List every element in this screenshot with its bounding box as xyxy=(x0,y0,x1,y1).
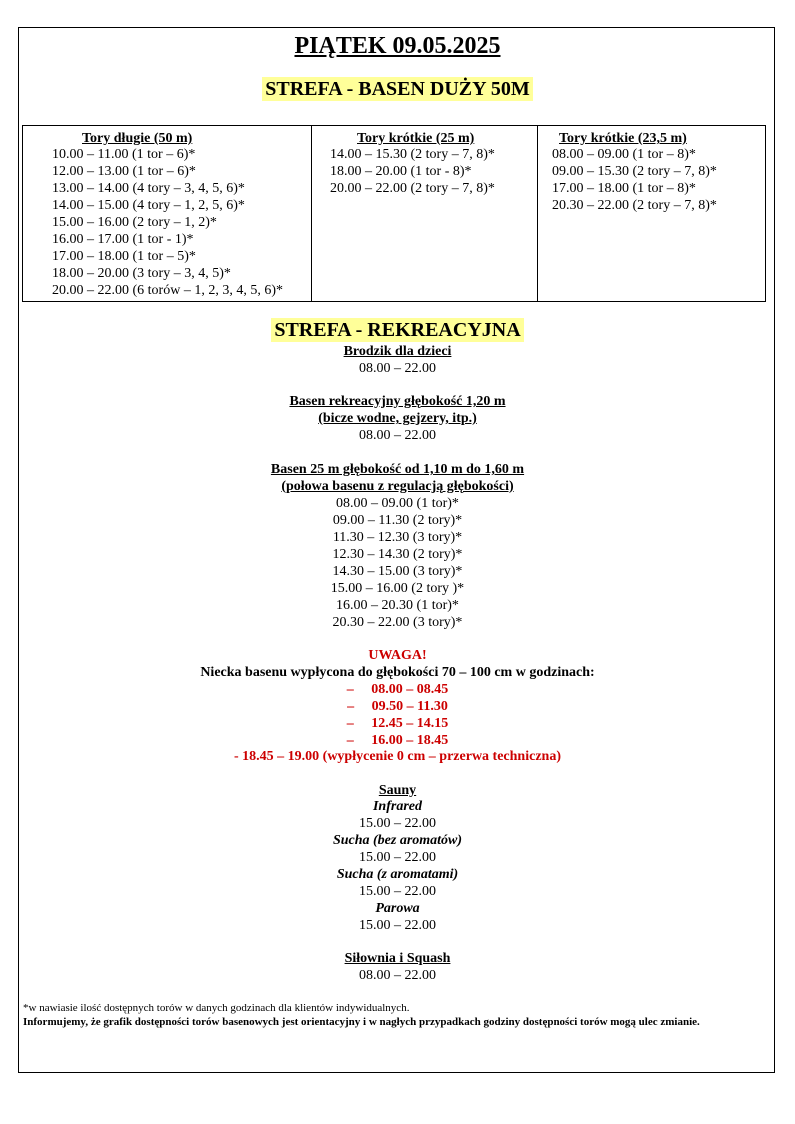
pool25-note: (połowa basenu z regulacją głębokości) xyxy=(281,479,514,494)
lanes-column-long xyxy=(23,126,312,301)
lane-row: 15.00 – 16.00 (2 tory – 1, 2)* xyxy=(52,215,217,230)
gym-name: Siłownia i Squash xyxy=(344,951,451,966)
column-header: Tory krótkie (23,5 m) xyxy=(559,131,687,146)
lane-row: 20.00 – 22.00 (2 tory – 7, 8)* xyxy=(330,181,495,196)
lane-row: 18.00 – 20.00 (1 tor - 8)* xyxy=(330,164,472,179)
zone-pool-label: STREFA - BASEN DUŻY 50M xyxy=(262,77,532,101)
pool25-name: Basen 25 m głębokość od 1,10 m do 1,60 m xyxy=(270,462,525,477)
lane-row: 12.00 – 13.00 (1 tor – 6)* xyxy=(52,164,196,179)
lane-row: 17.00 – 18.00 (1 tor – 8)* xyxy=(552,181,696,196)
pool25-row: 20.30 – 22.00 (3 tory)* xyxy=(332,615,463,630)
sauna-hours: 15.00 – 22.00 xyxy=(359,918,436,933)
technical-break: - 18.45 – 19.00 (wypłycenie 0 cm – przerwa techniczna) xyxy=(234,749,561,764)
lane-row: 18.00 – 20.00 (3 tory – 3, 4, 5)* xyxy=(52,266,231,281)
zone-pool-heading xyxy=(0,78,795,102)
saunas-heading: Sauny xyxy=(378,783,417,798)
kids-pool-hours: 08.00 – 22.00 xyxy=(359,361,436,376)
column-header: Tory długie (50 m) xyxy=(82,131,193,146)
lanes-table xyxy=(22,125,766,302)
lanes-column-short-23-5 xyxy=(538,126,765,301)
sauna-name: Sucha (bez aromatów) xyxy=(332,833,463,848)
kids-pool-name: Brodzik dla dzieci xyxy=(343,344,452,359)
lane-row: 10.00 – 11.00 (1 tor – 6)* xyxy=(52,147,196,162)
lanes-column-short-25 xyxy=(312,126,538,301)
column-header: Tory krótkie (25 m) xyxy=(357,131,475,146)
sauna-hours: 15.00 – 22.00 xyxy=(359,884,436,899)
shallow-hours-row: – 09.50 – 11.30 xyxy=(347,699,448,714)
lane-row: 16.00 – 17.00 (1 tor - 1)* xyxy=(52,232,194,247)
lane-row: 20.30 – 22.00 (2 tory – 7, 8)* xyxy=(552,198,717,213)
sauna-hours: 15.00 – 22.00 xyxy=(359,850,436,865)
pool25-row: 09.00 – 11.30 (2 tory)* xyxy=(332,513,463,528)
rec-pool-name: Basen rekreacyjny głębokość 1,20 m xyxy=(289,394,506,409)
pool25-row: 11.30 – 12.30 (3 tory)* xyxy=(332,530,463,545)
pool25-row: 15.00 – 16.00 (2 tory )* xyxy=(330,581,465,596)
page-title: PIĄTEK 09.05.2025 xyxy=(294,33,501,59)
sauna-name: Infrared xyxy=(372,799,422,814)
gym-hours: 08.00 – 22.00 xyxy=(359,968,436,983)
lane-row: 14.00 – 15.30 (2 tory – 7, 8)* xyxy=(330,147,495,162)
sauna-hours: 15.00 – 22.00 xyxy=(359,816,436,831)
shallow-hours-row: – 12.45 – 14.15 xyxy=(346,716,449,731)
rec-pool-note: (bicze wodne, gejzery, itp.) xyxy=(318,411,477,426)
warning-heading: UWAGA! xyxy=(368,648,427,663)
lane-row: 08.00 – 09.00 (1 tor – 8)* xyxy=(552,147,696,162)
sauna-name: Parowa xyxy=(375,901,420,916)
pool25-row: 08.00 – 09.00 (1 tor)* xyxy=(336,496,459,511)
lane-row: 09.00 – 15.30 (2 tory – 7, 8)* xyxy=(552,164,717,179)
zone-recreation-label: STREFA - REKREACYJNA xyxy=(271,318,523,342)
info-note: Informujemy, że grafik dostępności torów basenowych jest orientacyjny i w nagłych przypadkach godziny dostępności torów mogą ulec zmianie. xyxy=(23,1016,700,1028)
lane-row: 14.00 – 15.00 (4 tory – 1, 2, 5, 6)* xyxy=(52,198,245,213)
pool25-row: 16.00 – 20.30 (1 tor)* xyxy=(336,598,459,613)
lane-row: 20.00 – 22.00 (6 torów – 1, 2, 3, 4, 5, 6)* xyxy=(52,283,283,298)
lane-row: 13.00 – 14.00 (4 tory – 3, 4, 5, 6)* xyxy=(52,181,245,196)
pool25-row: 12.30 – 14.30 (2 tory)* xyxy=(332,547,463,562)
shallow-hours-row: – 08.00 – 08.45 xyxy=(346,682,449,697)
rec-pool-hours: 08.00 – 22.00 xyxy=(359,428,436,443)
shallow-hours-row: – 16.00 – 18.45 xyxy=(346,733,449,748)
footnote: *w nawiasie ilość dostępnych torów w danych godzinach dla klientów indywidualnych. xyxy=(23,1002,410,1014)
lane-row: 17.00 – 18.00 (1 tor – 5)* xyxy=(52,249,196,264)
warning-text: Niecka basenu wypłycona do głębokości 70 – 100 cm w godzinach: xyxy=(200,665,595,680)
pool25-row: 14.30 – 15.00 (3 tory)* xyxy=(332,564,463,579)
zone-recreation-heading xyxy=(0,319,795,343)
sauna-name: Sucha (z aromatami) xyxy=(336,867,459,882)
